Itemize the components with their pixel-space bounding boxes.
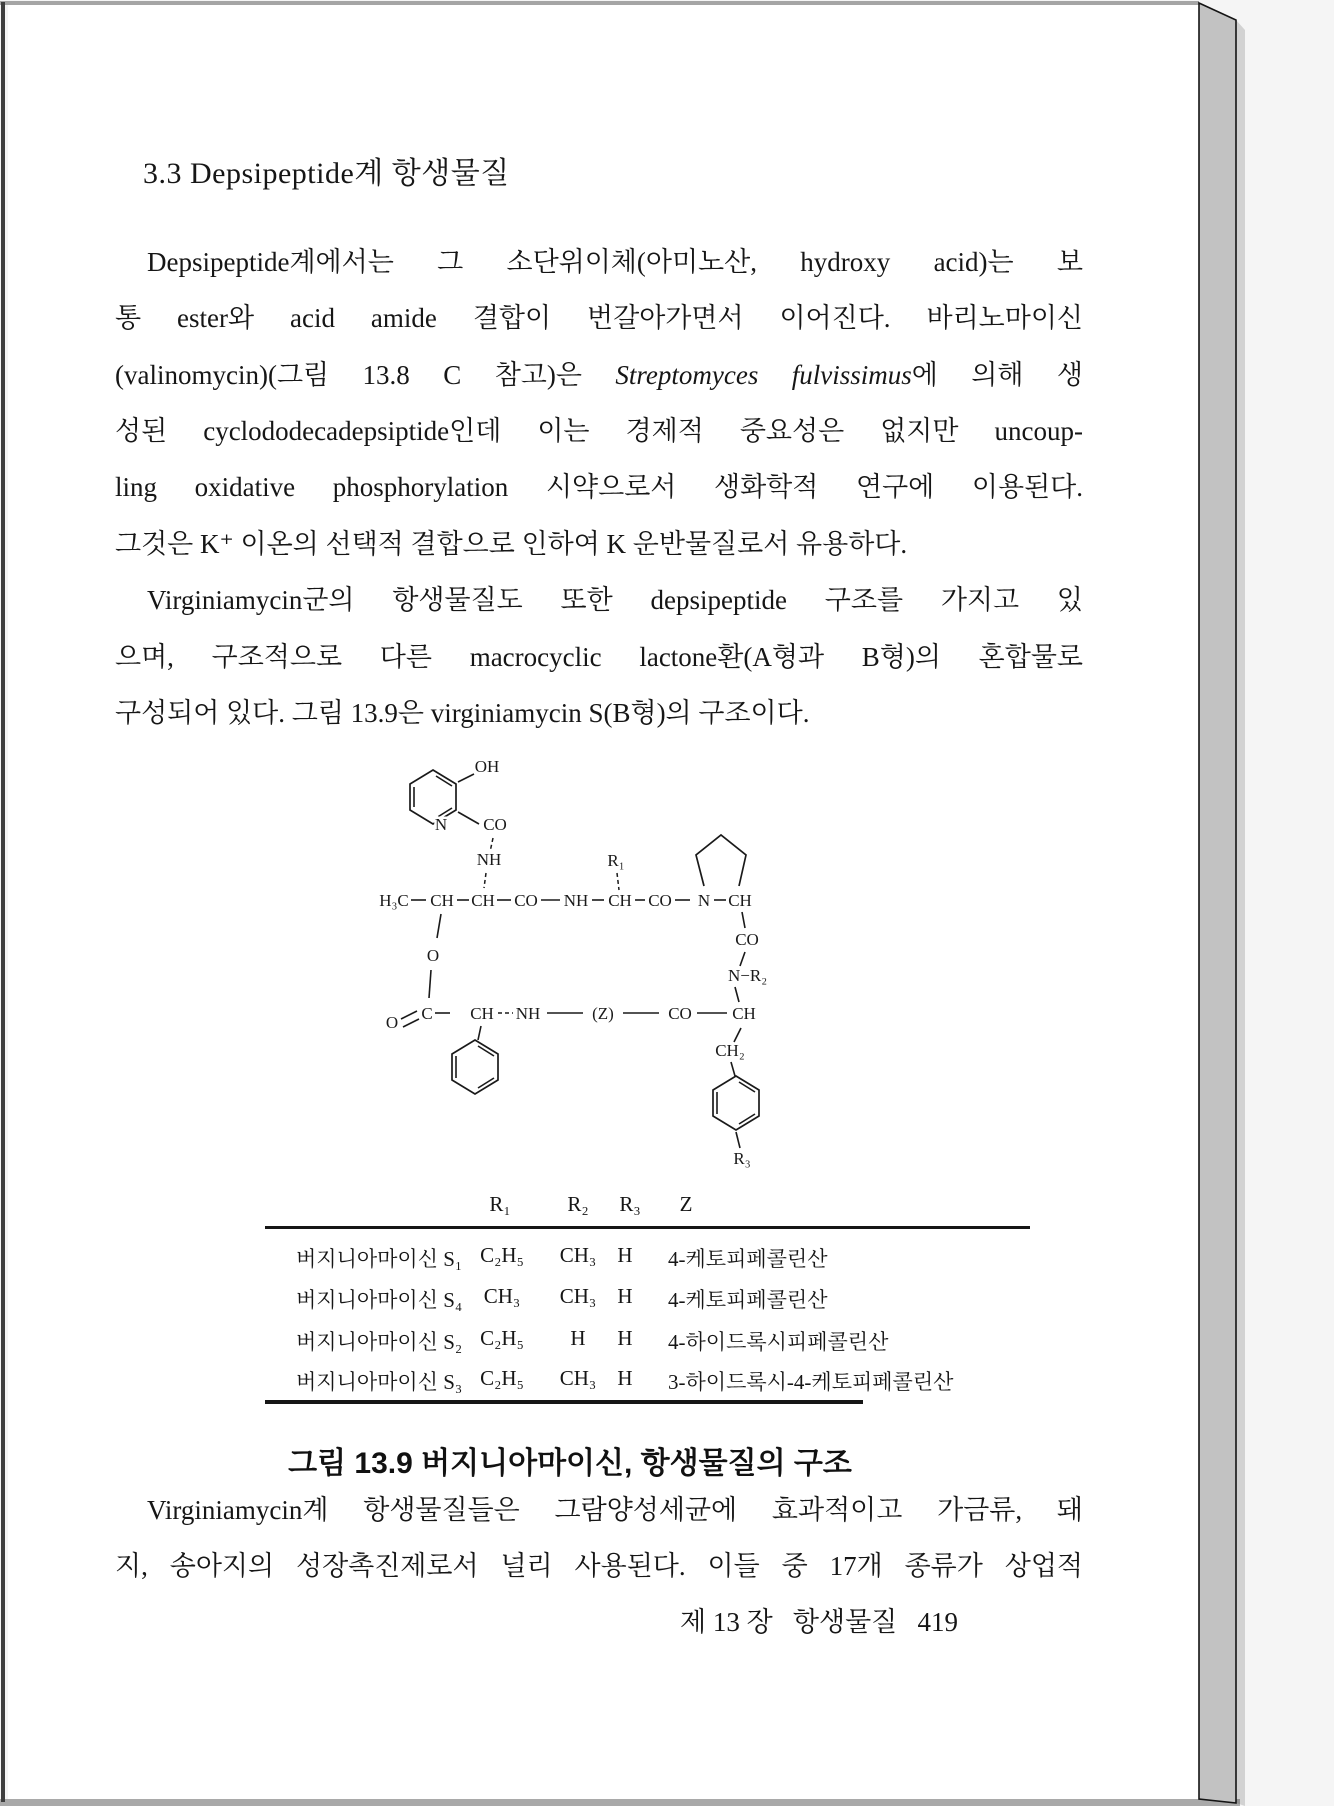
bond: [734, 1028, 741, 1042]
bond: [740, 952, 745, 966]
r3-value: H: [617, 1243, 633, 1267]
atom-label: C: [421, 1004, 433, 1023]
z-value: 3-하이드록시-4-케토피페콜린산: [668, 1370, 954, 1394]
atom-label: NH: [563, 891, 589, 910]
paragraph-2-line-2: 으며, 구조적으로 다른 macrocyclic lactone환(A형과 B형)의 혼합물로: [115, 642, 1083, 672]
bond: [742, 912, 745, 928]
atom-label: NH: [476, 850, 502, 869]
bond: [484, 873, 486, 888]
table-top-rule: [265, 1226, 1030, 1229]
paragraph-1-line-5: ling oxidative phosphorylation 시약으로서 생화학적 연구에 이용된다.: [115, 472, 1083, 502]
atom-label: CH: [732, 1004, 756, 1023]
r2-value: H: [570, 1326, 586, 1350]
r3-value: H: [617, 1326, 633, 1350]
pyrrolidine-ring: [696, 835, 746, 886]
chemical-structure-diagram: [340, 740, 800, 1170]
atom-label: O: [385, 1013, 399, 1032]
atom-label: CO: [483, 815, 507, 834]
bond: [731, 1062, 735, 1076]
atom-label: N−R₂: [728, 966, 768, 985]
r2-value: CH₃: [559, 1243, 597, 1267]
page-bottom-edge: [0, 1799, 1240, 1806]
table-bottom-rule: [265, 1400, 863, 1404]
paragraph-1-line-3: [115, 355, 1083, 395]
table-header-z: Z: [679, 1192, 693, 1216]
r3-value: H: [617, 1366, 633, 1390]
paragraph-2-line-3: 구성되어 있다. 그림 13.9은 virginiamycin S(B형)의 구조이다.: [115, 698, 810, 728]
atom-label: CH: [430, 891, 454, 910]
r1-value: C₂H₅: [480, 1326, 524, 1350]
atom-label: CO: [735, 930, 759, 949]
r1-value: CH₃: [483, 1284, 521, 1308]
phenyl-ring: [452, 1040, 498, 1094]
atom-label: O: [426, 946, 440, 965]
r2-value: CH₃: [559, 1366, 597, 1390]
substituent-label: R₁: [607, 851, 625, 870]
z-value: 4-케토피페콜린산: [668, 1288, 828, 1312]
double-bond: [403, 1019, 419, 1027]
line-3-plain-tail: 에 의해 생: [911, 360, 1083, 390]
r2-value: CH₃: [559, 1284, 597, 1308]
paragraph-3-line-1: Virginiamycin계 항생물질들은 그람양성세균에 효과적이고 가금류, 돼: [147, 1495, 1083, 1525]
benzyl-ring: [713, 1076, 759, 1130]
atom-label: CO: [668, 1004, 692, 1023]
z-group-label: (Z): [592, 1004, 614, 1023]
compound-name: 버지니아마이신 S₃: [296, 1370, 463, 1394]
atom-label: CH: [608, 891, 632, 910]
atom-label: CH: [470, 1004, 494, 1023]
paragraph-2-line-1: Virginiamycin군의 항생물질도 또한 depsipeptide 구조를 가지고 있: [147, 585, 1083, 615]
bond: [736, 1132, 740, 1148]
double-bond: [401, 1011, 417, 1019]
atom-label: CH₂: [715, 1041, 745, 1060]
line-3-plain: (valinomycin)(그림 13.8 C 참고)은: [115, 360, 616, 390]
page-depth-edge: [1199, 3, 1236, 1803]
atom-label: H₃C: [379, 891, 409, 910]
figure-caption: 그림 13.9 버지니아마이신, 항생물질의 구조: [288, 1447, 852, 1480]
paragraph-1-line-4: 성된 cyclododecadepsiptide인데 이는 경제적 중요성은 없지만 uncoup-: [115, 416, 1083, 446]
z-value: 4-하이드록시피페콜린산: [668, 1330, 889, 1354]
table-header-r3: R₃: [619, 1192, 641, 1216]
atom-label: NH: [515, 1004, 541, 1023]
page-footer: 제 13 장 항생물질 419: [680, 1607, 958, 1637]
bond: [458, 812, 479, 824]
bond: [478, 1026, 481, 1040]
z-value: 4-케토피페콜린산: [668, 1247, 828, 1271]
bond: [458, 774, 474, 782]
atom-label: CH: [728, 891, 752, 910]
substituent-label: R₃: [733, 1149, 751, 1168]
r1-value: C₂H₅: [480, 1243, 524, 1267]
bond: [617, 873, 619, 890]
paragraph-1-line-6: 그것은 K⁺ 이온의 선택적 결합으로 인하여 K 운반물질로서 유용하다.: [115, 529, 908, 559]
r1-value: C₂H₅: [480, 1366, 524, 1390]
page-shadow: [1236, 20, 1245, 1806]
atom-label: CO: [648, 891, 672, 910]
paragraph-1-line-1: Depsipeptide계에서는 그 소단위이체(아미노산, hydroxy acid)는 보: [147, 247, 1083, 277]
r3-value: H: [617, 1284, 633, 1308]
section-heading: 3.3 Depsipeptide계 항생물질: [143, 157, 510, 190]
atom-label: N: [434, 815, 448, 834]
table-header-r1: R₁: [489, 1192, 511, 1216]
atom-label: CO: [514, 891, 538, 910]
paragraph-3-line-2: 지, 송아지의 성장촉진제로서 널리 사용된다. 이들 중 17개 종류가 상업적: [115, 1551, 1083, 1581]
compound-name: 버지니아마이신 S₁: [296, 1247, 463, 1271]
atom-label: OH: [474, 757, 500, 776]
paragraph-1-line-2: 통 ester와 acid amide 결합이 번갈아가면서 이어진다. 바리노마이신: [115, 303, 1083, 333]
compound-name: 버지니아마이신 S₂: [296, 1330, 463, 1354]
species-name-italic: Streptomyces fulvissimus: [615, 360, 912, 390]
atom-label: N: [697, 891, 711, 910]
atom-label: CH: [471, 891, 495, 910]
bond: [429, 970, 431, 998]
table-header-r2: R₂: [567, 1192, 589, 1216]
bond: [735, 987, 739, 1002]
pyridine-ring: [410, 770, 456, 824]
compound-name: 버지니아마이신 S₄: [296, 1288, 463, 1312]
bond: [437, 914, 441, 938]
